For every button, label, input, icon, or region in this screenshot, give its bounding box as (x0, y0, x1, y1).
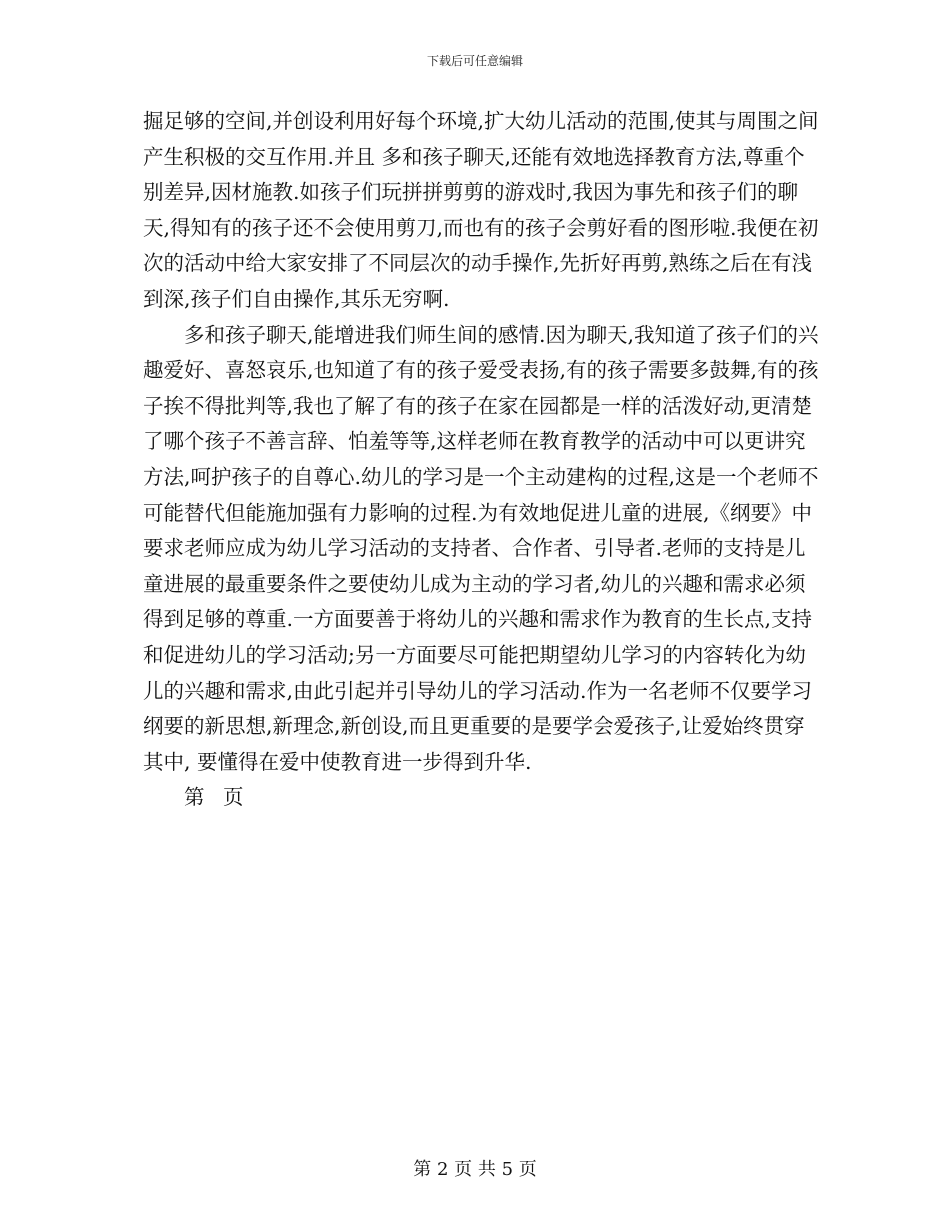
page-label: 第页 (184, 785, 262, 810)
document-body (143, 104, 823, 816)
paragraph-2: 多和孩子聊天,能增进我们师生间的感情.因为聊天,我知道了孩子们的兴趣爱好、喜怒哀乐,也知道了有的孩子爱受表扬,有的孩子需要多鼓舞,有的孩子挨不得批判等,我也了解了有的孩子在家在园都是一样的活泼好动,更清楚了哪个孩子不善言辞、怕羞等等,这样老师在教育教学的活动中可以更讲究方法,呵护孩子的自尊心.幼儿的学习是一个主动建构的过程,这是一个老师不可能替代但能施加强有力影响的过程.为有效地促进儿童的进展,《纲要》中要求老师应成为幼儿学习活动的支持者、合作者、引导者.老师的支持是儿童进展的最重要条件之要使幼儿成为主动的学习者,幼儿的兴趣和需求必须得到足够的尊重.一方面要善于将幼儿的兴趣和需求作为教育的生长点,支持和促进幼儿的学习活动;另一方面要尽可能把期望幼儿学习的内容转化为幼儿的兴趣和需求,由此引起并引导幼儿的学习活动.作为一名老师不仅要学习纲要的新思想,新理念,新创设,而且更重要的是要学会爱孩子,让爱始终贯穿其中, 要懂得在爱中使教育进一步得到升华. (143, 322, 819, 774)
paragraph-1: 掘足够的空间,并创设利用好每个环境,扩大幼儿活动的范围,使其与周围之间产生积极的交互作用.并且 多和孩子聊天,还能有效地选择教育方法,尊重个别差异,因材施教.如孩子们玩拼拼剪剪的游戏时,我因为事先和孩子们的聊天,得知有的孩子还不会使用剪刀,而也有的孩子会剪好看的图形啦.我便在初次的活动中给大家安排了不同层次的动手操作,先折好再剪,熟练之后在有浅到深,孩子们自由操作,其乐无穷啊. (143, 109, 819, 311)
page-footer: 第 2 页 共 5 页 (413, 1159, 537, 1180)
page-header: 下载后可任意编辑 (426, 54, 523, 68)
